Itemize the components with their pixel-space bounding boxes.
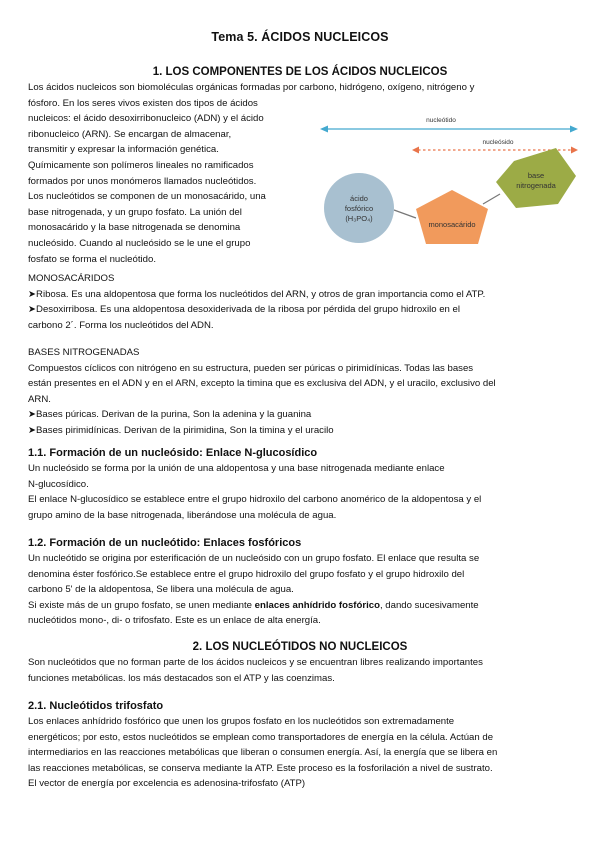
text-line: ARN. <box>28 393 51 405</box>
monosaccharides-block <box>28 271 576 333</box>
text-line: Los ácidos nucleicos son biomoléculas orgánicas formadas por carbono, hidrógeno, oxígeno, nitrógeno y <box>28 82 475 93</box>
list-item: carbono 2´. Forma los nucleótidos del ADN. <box>28 319 214 331</box>
text-line: nucleósido. Cuando al nucleósido se le une el grupo <box>28 237 251 249</box>
text-line: fosfato se forma el nucleótido. <box>28 253 156 265</box>
bold-term: enlaces anhídrido fosfórico <box>254 599 380 611</box>
text-line: las reacciones metabólicas, se conserva mediante la ATP. Este proceso es la fosforilación a nivel de sustrato. <box>28 762 493 774</box>
section-1-heading: 1. LOS COMPONENTES DE LOS ÁCIDOS NUCLEICOS <box>152 66 448 78</box>
text-line: funciones metabólicas. los más destacados son el ATP y las coenzimas. <box>28 672 335 684</box>
nucleoside-arrow-left-head <box>412 147 419 154</box>
text-line: base nitrogenada, y un grupo fosfato. La unión del <box>28 206 242 218</box>
section-2-1-body <box>28 714 576 792</box>
phosphate-formula: (H₃PO₄) <box>345 214 373 223</box>
text-line: están presentes en el ADN y en el ARN, excepto la timina que es exclusiva del ADN, y el uracilo, exclusivo del <box>28 378 496 390</box>
text-fragment: , dando sucesivamente <box>379 599 479 611</box>
text-line: denomina éster fosfórico.Se establece entre el grupo hidroxilo del grupo fosfato y el grupo hidroxilo del <box>28 568 465 580</box>
text-fragment: Si existe más de un grupo fosfato, se unen mediante <box>28 599 255 611</box>
list-item: ➤Desoxirribosa. Es una aldopentosa desoxiderivada de la ribosa por pérdida del grupo hidroxilo en el <box>28 304 461 316</box>
bases-block <box>28 345 576 439</box>
bases-heading: BASES NITROGENADAS <box>28 347 140 358</box>
text-line: Los nucleótidos se componen de un monosacárido, una <box>28 191 266 203</box>
text-line: monosacárido y la base nitrogenada se denomina <box>28 222 241 234</box>
text-line: El enlace N-glucosídico se establece entre el grupo hidroxilo del carbono anomérico de la aldopentosa y el <box>28 494 482 506</box>
base-label-1: base <box>527 171 545 180</box>
section-1-2-body <box>28 551 576 629</box>
text-line: ribonucleico (ARN). Se encargan de almacenar, <box>28 128 232 140</box>
nucleotide-label: nucleótido <box>426 117 456 124</box>
text-line: fósforo. En los seres vivos existen dos tipos de ácidos <box>28 97 258 109</box>
sugar-base-bond <box>483 194 500 204</box>
phosphate-label-1: ácido <box>350 194 368 203</box>
nucleoside-arrow-right-head <box>571 147 578 154</box>
section-1-1-body <box>28 461 576 523</box>
text-line: N-glucosídico. <box>28 478 89 490</box>
nucleotide-arrow-left-head <box>320 126 328 133</box>
text-line: El vector de energía por excelencia es adenosina-trifosfato (ATP) <box>28 778 306 790</box>
nucleotide-diagram <box>318 108 580 258</box>
text-line: Los enlaces anhídrido fosfórico que unen los grupos fosfato en los nucleótidos son extremadamente <box>28 716 455 727</box>
text-line: nucleótidos mono-, di- o trifosfato. Este es un enlace de alta energía. <box>28 615 321 627</box>
section-1-2-heading: 1.2. Formación de un nucleótido: Enlaces fosfóricos <box>28 537 302 549</box>
monosaccharides-heading: MONOSACÁRIDOS <box>28 273 115 284</box>
text-line: Compuestos cíclicos con nitrógeno en su estructura, pueden ser púricas o pirimidínicas. Todas las bases <box>28 362 474 374</box>
text-line: Un nucleótido se origina por esterificación de un nucleósido con un grupo fosfato. El enlace que resulta se <box>28 553 480 564</box>
nucleoside-label: nucleósido <box>482 139 514 146</box>
phosphate-sugar-bond <box>394 210 416 218</box>
monosaccharide-label: monosacárido <box>428 220 476 229</box>
section-2-1-heading: 2.1. Nucleótidos trifosfato <box>28 700 164 712</box>
phosphate-label-2: fosfórico <box>344 204 374 213</box>
text-line: nucleicos: el ácido desoxirribonucleico (ADN) y el ácido <box>28 113 264 125</box>
text-line: formados por unos monómeros llamados nucleótidos. <box>28 175 257 187</box>
section-2-body <box>28 655 576 686</box>
list-item: ➤Bases pirimidínicas. Derivan de la pirimidina, Son la timina y el uracilo <box>28 424 334 436</box>
text-line: intermediarios en las reacciones metabólicas que liberan o consumen energía. Así, la energía que se libera en <box>28 747 498 759</box>
base-label-2: nitrogenada <box>516 181 556 190</box>
section-1-1-heading: 1.1. Formación de un nucleósido: Enlace N-glucosídico <box>28 447 318 459</box>
list-item: ➤Bases púricas. Derivan de la purina, Son la adenina y la guanina <box>28 409 312 421</box>
section-2-heading: 2. LOS NUCLEÓTIDOS NO NUCLEICOS <box>192 641 408 653</box>
text-line: energéticos; por esto, estos nucleótidos se emplean como transportadores de energía en la célula. Actúan de <box>28 731 494 743</box>
text-line: Químicamente son polímeros lineales no ramificados <box>28 159 254 171</box>
list-item: ➤Ribosa. Es una aldopentosa que forma los nucleótidos del ARN, y otros de gran importancia como el ATP. <box>28 288 486 300</box>
text-line: grupo amino de la base nitrogenada, liberándose una molécula de agua. <box>28 509 337 521</box>
text-line: transmitir y expresar la información genética. <box>28 144 219 156</box>
nucleotide-arrow-right-head <box>570 126 578 133</box>
text-line: Son nucleótidos que no forman parte de los ácidos nucleicos y se encuentran libres realizando importantes <box>28 657 483 668</box>
text-line: Un nucleósido se forma por la unión de una aldopentosa y una base nitrogenada mediante enlace <box>28 463 445 474</box>
page-title: Tema 5. ÁCIDOS NUCLEICOS <box>211 30 389 44</box>
text-line: carbono 5' de la aldopentosa, Se libera una molécula de agua. <box>28 584 294 596</box>
text-line <box>28 598 576 614</box>
monosaccharide-pentagon <box>416 190 488 244</box>
